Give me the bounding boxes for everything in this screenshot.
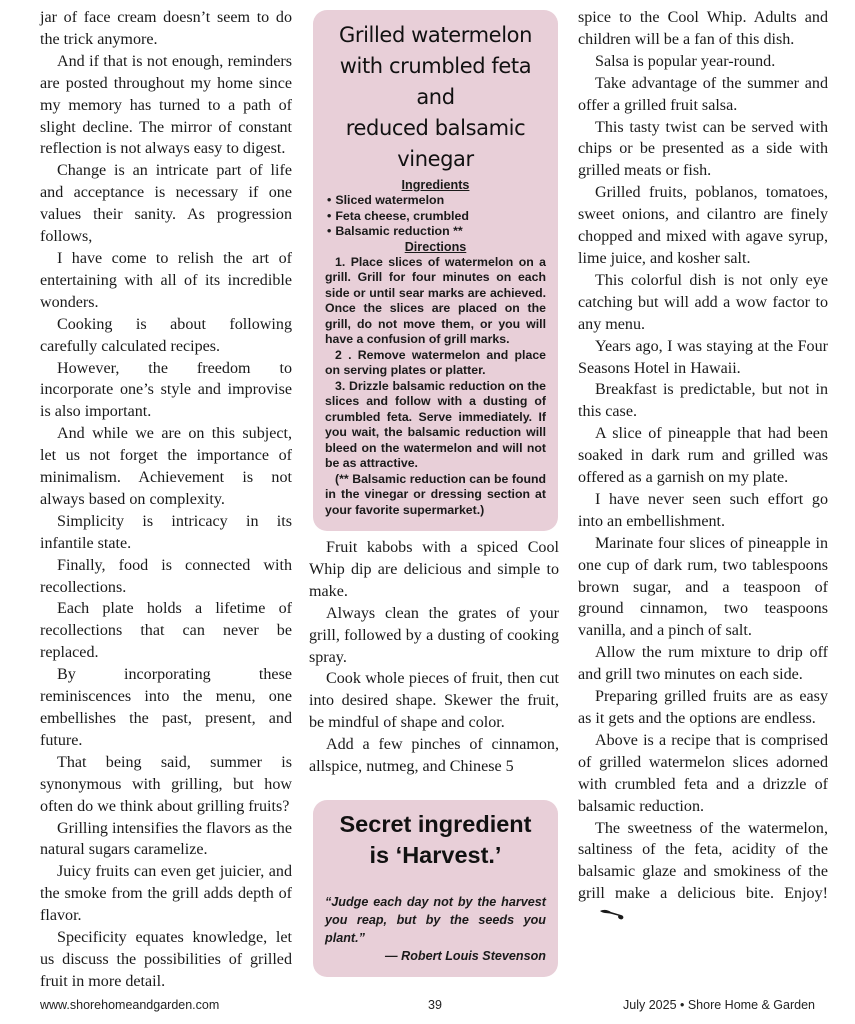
article-paragraph: Specificity equates knowledge, let us discuss the possibilities of grilled fruit in more detail. (40, 929, 292, 990)
article-paragraph: And while we are on this subject, let us not forget the importance of minimalism. Achievement is not always based on complexity. (40, 425, 292, 508)
article-paragraph: Cooking is about following carefully calculated recipes. (40, 315, 292, 355)
ingredient-item: • Balsamic reduction ** (327, 224, 546, 240)
article-paragraph: That being said, summer is synonymous with grilling, but how often do we think about grilling fruits? (40, 753, 292, 815)
article-paragraph: Add a few pinches of cinnamon, allspice, nutmeg, and Chinese 5 (309, 736, 559, 776)
article-column-1 (40, 7, 292, 993)
article-paragraph: Cook whole pieces of fruit, then cut into desired shape. Skewer the fruit, be mindful of shape and color. (309, 670, 559, 732)
direction-step: 3. Drizzle balsamic reduction on the slices and follow with a dusting of crumbled feta. Serve immediately. If you wait, the balsamic reduction will bleed on the watermelon and will not be as attractive. (325, 378, 546, 470)
article-paragraph: This tasty twist can be served with chips or be presented as a side with grilled meats or fish. (578, 118, 828, 180)
article-paragraph: jar of face cream doesn’t seem to do the trick anymore. (40, 9, 292, 48)
ingredient-item: • Sliced watermelon (327, 193, 546, 209)
article-paragraph: Years ago, I was staying at the Four Seasons Hotel in Hawaii. (578, 337, 828, 377)
recipe-title (325, 20, 546, 175)
footer-issue: July 2025 • Shore Home & Garden (623, 998, 815, 1012)
article-paragraph: Grilled fruits, poblanos, tomatoes, sweet onions, and cilantro are finely chopped and mixed with agave syrup, lime juice, and kosher salt. (578, 184, 828, 267)
recipe-title-line: Grilled watermelon (339, 23, 532, 47)
article-paragraph: Fruit kabobs with a spiced Cool Whip dip are delicious and simple to make. (309, 539, 559, 600)
recipe-title-line: reduced balsamic vinegar (345, 116, 526, 171)
article-paragraph: Each plate holds a lifetime of recollections that can never be replaced. (40, 600, 292, 662)
ingredient-item: • Feta cheese, crumbled (327, 209, 546, 225)
article-paragraph: Marinate four slices of pineapple in one cup of dark rum, two tablespoons brown sugar, and a teaspoon of ground cinnamon, two teaspoons vanilla, and a pinch of salt. (578, 534, 828, 640)
article-paragraph: Breakfast is predictable, but not in this case. (578, 381, 828, 421)
article-paragraph: Always clean the grates of your grill, followed by a dusting of cooking spray. (309, 604, 559, 666)
article-paragraph: I have never seen such effort go into an embellishment. (578, 490, 828, 530)
pull-quote-headline (325, 809, 546, 871)
article-paragraph: By incorporating these reminiscences into the menu, one embellishes the past, present, and future. (40, 666, 292, 749)
article-paragraph: Salsa is popular year-round. (595, 52, 776, 70)
article-paragraph: Grilling intensifies the flavors as the natural sugars caramelize. (40, 819, 292, 859)
article-column-3 (578, 7, 828, 927)
pull-quote-author: — Robert Louis Stevenson (385, 949, 546, 963)
article-paragraph: However, the freedom to incorporate one’s style and improvise is also important. (40, 359, 292, 421)
spoon-endmark-icon (582, 906, 625, 928)
pull-quote-box (313, 800, 558, 977)
article-column-2 (309, 537, 559, 778)
article-paragraph: Preparing grilled fruits are as easy as it gets and the options are endless. (578, 688, 828, 727)
article-paragraph: Finally, food is connected with recollections. (40, 556, 292, 596)
article-paragraph: I have come to relish the art of entertaining with all of its incredible wonders. (40, 249, 292, 311)
recipe-title-line: with crumbled feta and (339, 54, 532, 109)
article-paragraph: Take advantage of the summer and offer a grilled fruit salsa. (578, 74, 828, 114)
article-paragraph: This colorful dish is not only eye catching but will add a wow factor to any menu. (578, 271, 828, 333)
recipe-box (313, 10, 558, 531)
article-paragraph: Above is a recipe that is comprised of grilled watermelon slices adorned with crumbled feta and a drizzle of balsamic reduction. (578, 731, 828, 815)
article-paragraph-final (578, 818, 828, 928)
directions-heading: Directions (404, 239, 467, 254)
article-paragraph: Simplicity is intricacy in its infantile state. (40, 512, 292, 552)
ingredient-list (327, 193, 546, 240)
direction-step: 2 . Remove watermelon and place on serving plates or platter. (325, 347, 546, 377)
pull-quote-text: “Judge each day not by the harvest you reap, but by the seeds you plant.” (325, 895, 546, 945)
article-paragraph: Allow the rum mixture to drip off and grill two minutes on each side. (578, 644, 828, 684)
direction-step: 1. Place slices of watermelon on a grill. Grill for four minutes on each side or until sear marks are achieved. Once the slices are placed on the grill, do not move them, or you will have a confusion of grill marks. (325, 254, 546, 346)
article-paragraph: Juicy fruits can even get juicier, and the smoke from the grill adds depth of flavor. (40, 863, 292, 925)
article-paragraph: And if that is not enough, reminders are posted throughout my home since my memory has turned to a path of slight decline. The mirror of constant reflection is not always easy to digest. (40, 52, 292, 158)
article-paragraph: A slice of pineapple that had been soaked in dark rum and grilled was offered as a garnish on my plate. (578, 425, 828, 487)
ingredients-heading: Ingredients (401, 178, 470, 192)
article-paragraph: spice to the Cool Whip. Adults and children will be a fan of this dish. (578, 9, 828, 48)
final-paragraph-text: The sweetness of the watermelon, saltiness of the feta, acidity of the balsamic glaze and smokiness of the grill make a delicious bite. Enjoy! (578, 819, 828, 903)
direction-note: (** Balsamic reduction can be found in the vinegar or dressing section at your favorite supermarket.) (325, 471, 546, 517)
pull-quote-headline-line: Secret ingredient (339, 811, 532, 837)
pull-quote-headline-line: is ‘Harvest.’ (369, 842, 502, 868)
page-number: 39 (428, 998, 442, 1012)
footer-website: www.shorehomeandgarden.com (40, 998, 220, 1012)
article-paragraph: Change is an intricate part of life and acceptance is necessary if one values their sanity. As progression follows, (40, 162, 292, 246)
